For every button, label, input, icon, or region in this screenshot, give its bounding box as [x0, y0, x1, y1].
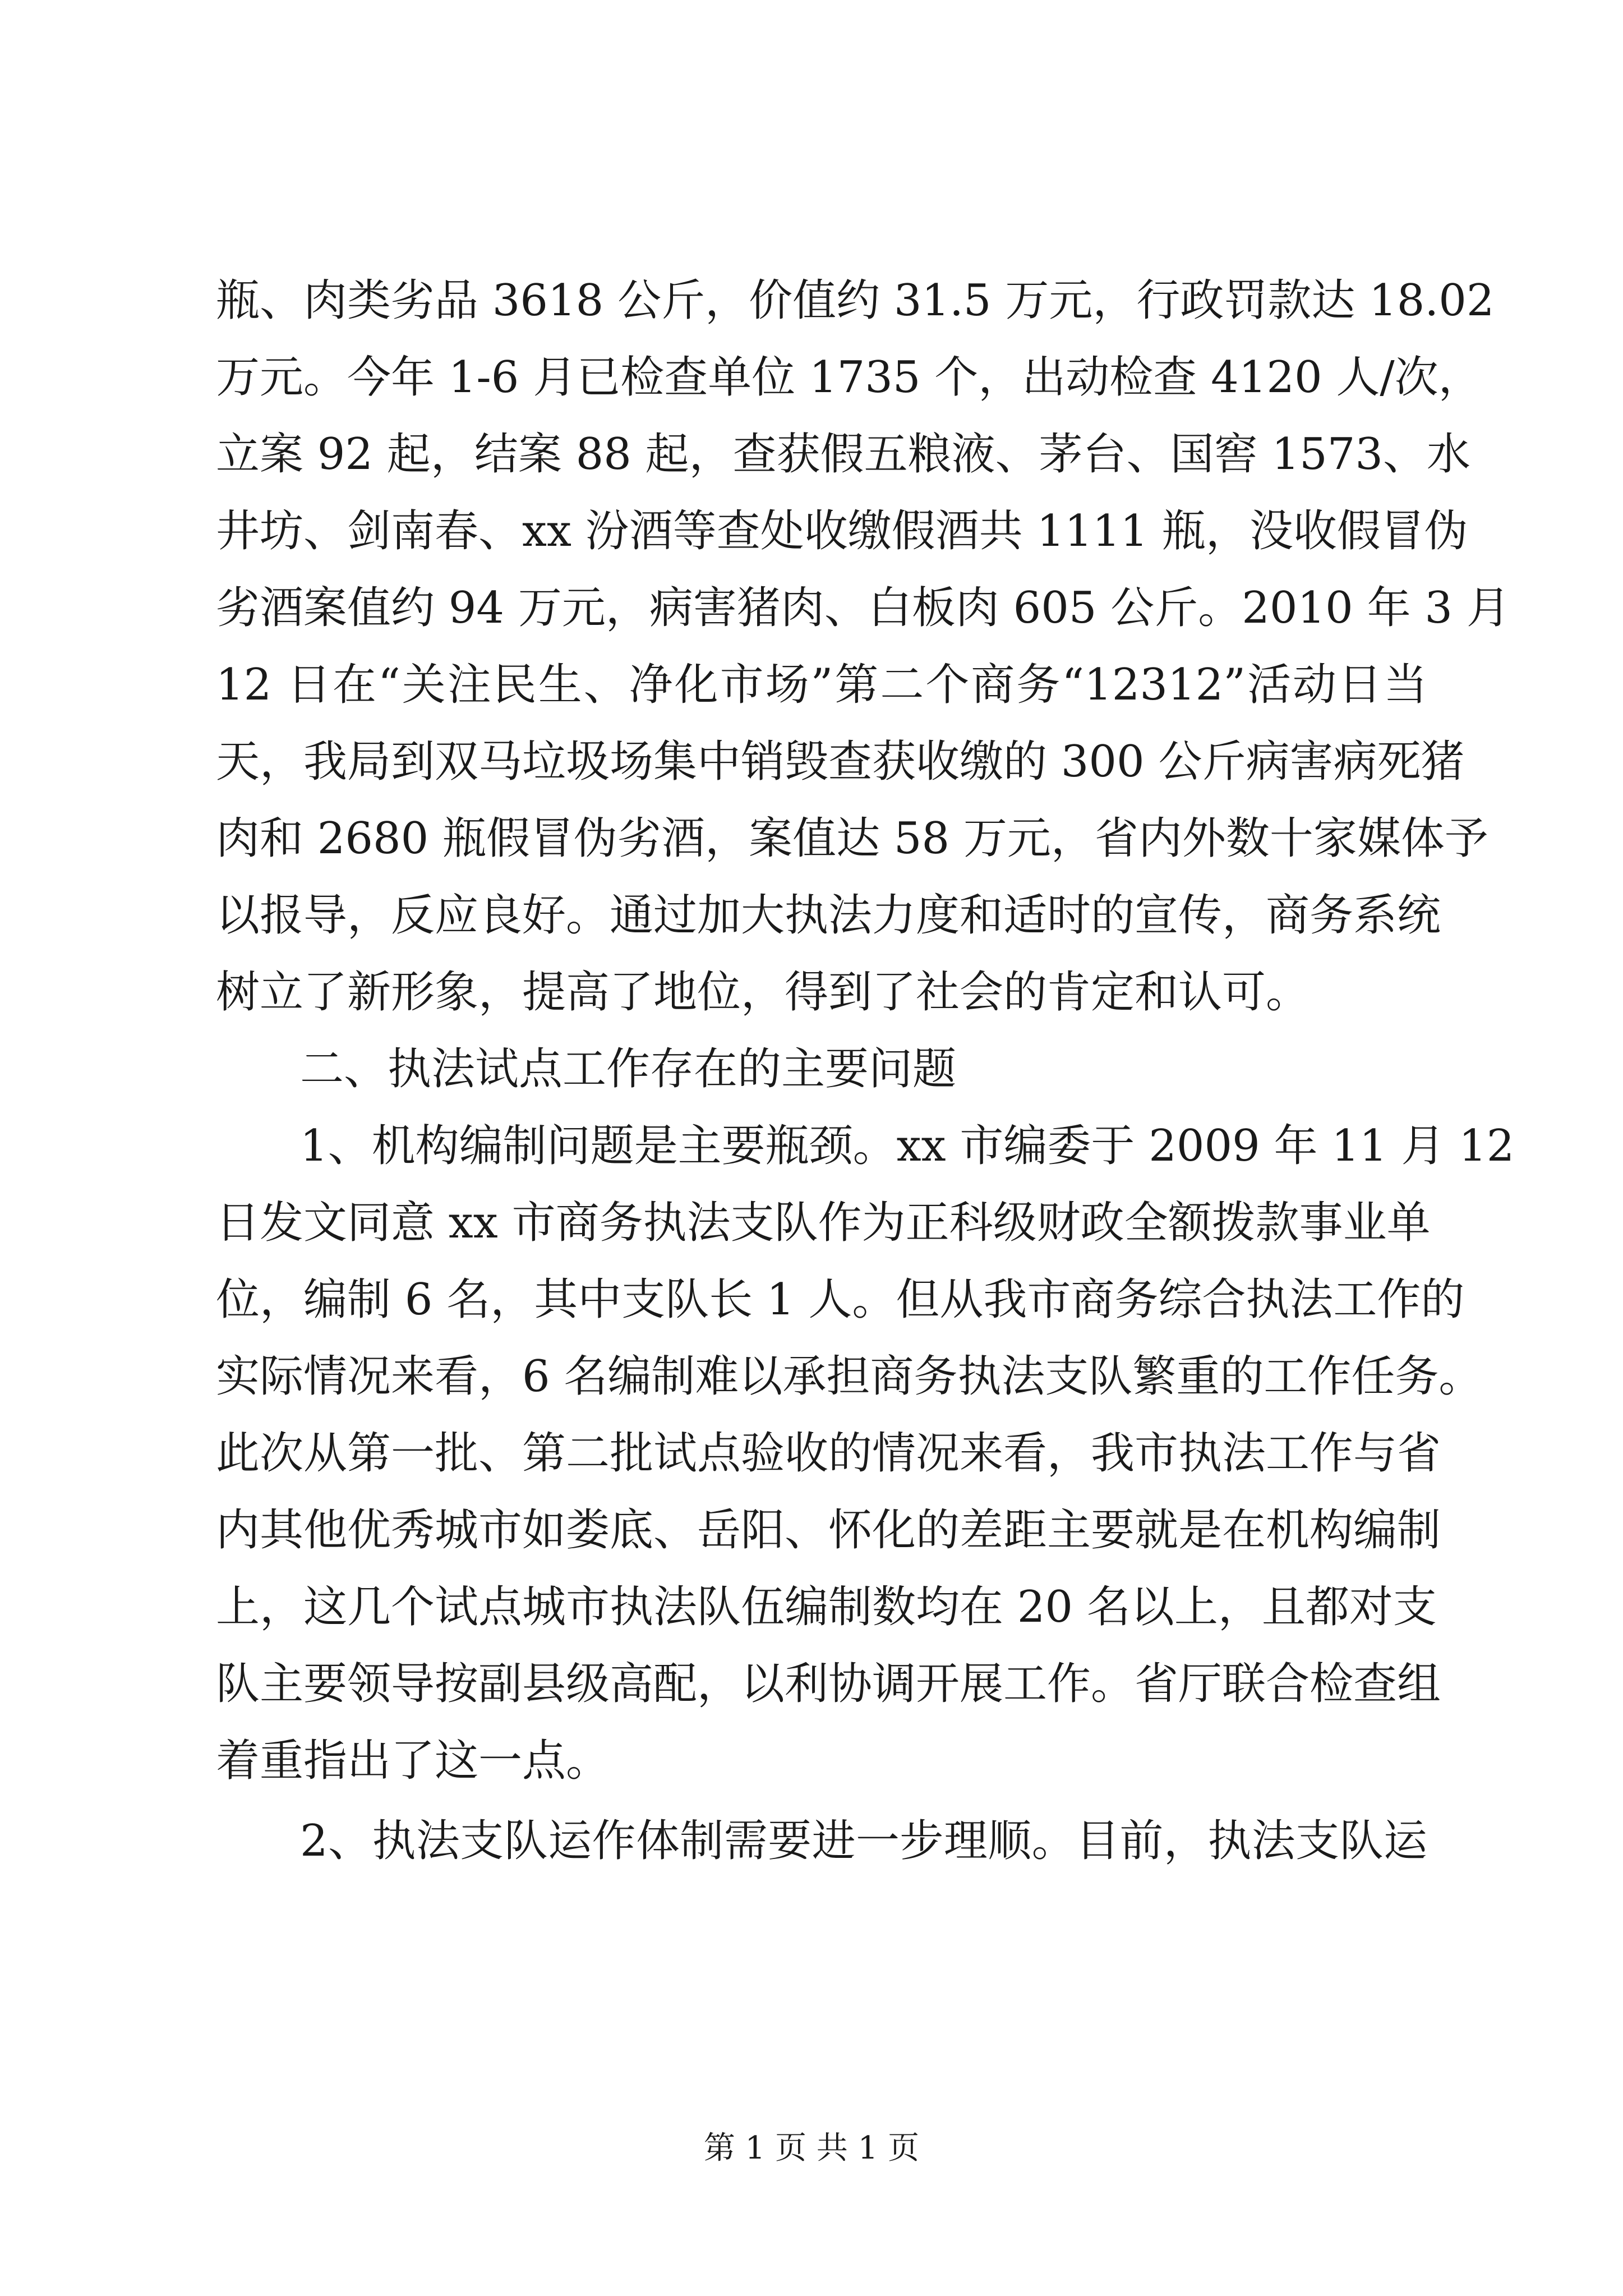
text-line: 着重指出了这一点。 [216, 1736, 610, 1786]
text-line: 树立了新形象，提高了地位，得到了社会的肯定和认可。 [216, 967, 1310, 1018]
text-line: 立案 92 起，结案 88 起，查获假五粮液、茅台、国窖 1573、水 [216, 429, 1470, 480]
page-footer [0, 2123, 1623, 2168]
text-line: 实际情况来看，6 名编制难以承担商务执法支队繁重的工作任务。 [216, 1351, 1483, 1402]
text-line: 此次从第一批、第二批试点验收的情况来看，我市执法工作与省 [216, 1428, 1441, 1479]
text-line: 内其他优秀城市如娄底、岳阳、怀化的差距主要就是在机构编制 [216, 1505, 1441, 1556]
text-line: 12 日在“关注民生、净化市场”第二个商务“12312”活动日当 [216, 660, 1427, 710]
text-line: 1、机构编制问题是主要瓶颈。xx 市编委于 2009 年 11 月 12 [300, 1121, 1515, 1171]
text-line: 日发文同意 xx 市商务执法支队作为正科级财政全额拨款事业单 [216, 1198, 1431, 1248]
text-line: 位，编制 6 名，其中支队长 1 人。但从我市商务综合执法工作的 [216, 1274, 1465, 1325]
text-line: 万元。今年 1-6 月已检查单位 1735 个，出动检查 4120 人/次， [216, 352, 1482, 403]
section-heading: 二、执法试点工作存在的主要问题 [300, 1044, 957, 1094]
text-line: 肉和 2680 瓶假冒伪劣酒，案值达 58 万元，省内外数十家媒体予 [216, 813, 1488, 864]
text-line: 上，这几个试点城市执法队伍编制数均在 20 名以上，且都对支 [216, 1582, 1437, 1632]
text-line: 瓶、肉类劣品 3618 公斤，价值约 31.5 万元，行政罚款达 18.02 [216, 275, 1495, 326]
text-line: 劣酒案值约 94 万元，病害猪肉、白板肉 605 公斤。2010 年 3 月 [216, 583, 1510, 633]
page-number-label: 第 1 页 共 1 页 [703, 2130, 920, 2166]
text-line: 天，我局到双马垃圾场集中销毁查获收缴的 300 公斤病害病死猪 [216, 737, 1465, 787]
text-line: 2、执法支队运作体制需要进一步理顺。目前，执法支队运 [300, 1816, 1427, 1866]
text-line: 队主要领导按副县级高配，以利协调开展工作。省厅联合检查组 [216, 1659, 1441, 1709]
document-body [216, 263, 1515, 1880]
text-line: 以报导，反应良好。通过加大执法力度和适时的宣传，商务系统 [216, 890, 1441, 941]
text-line: 井坊、剑南春、xx 汾酒等查处收缴假酒共 1111 瓶，没收假冒伪 [216, 506, 1468, 556]
